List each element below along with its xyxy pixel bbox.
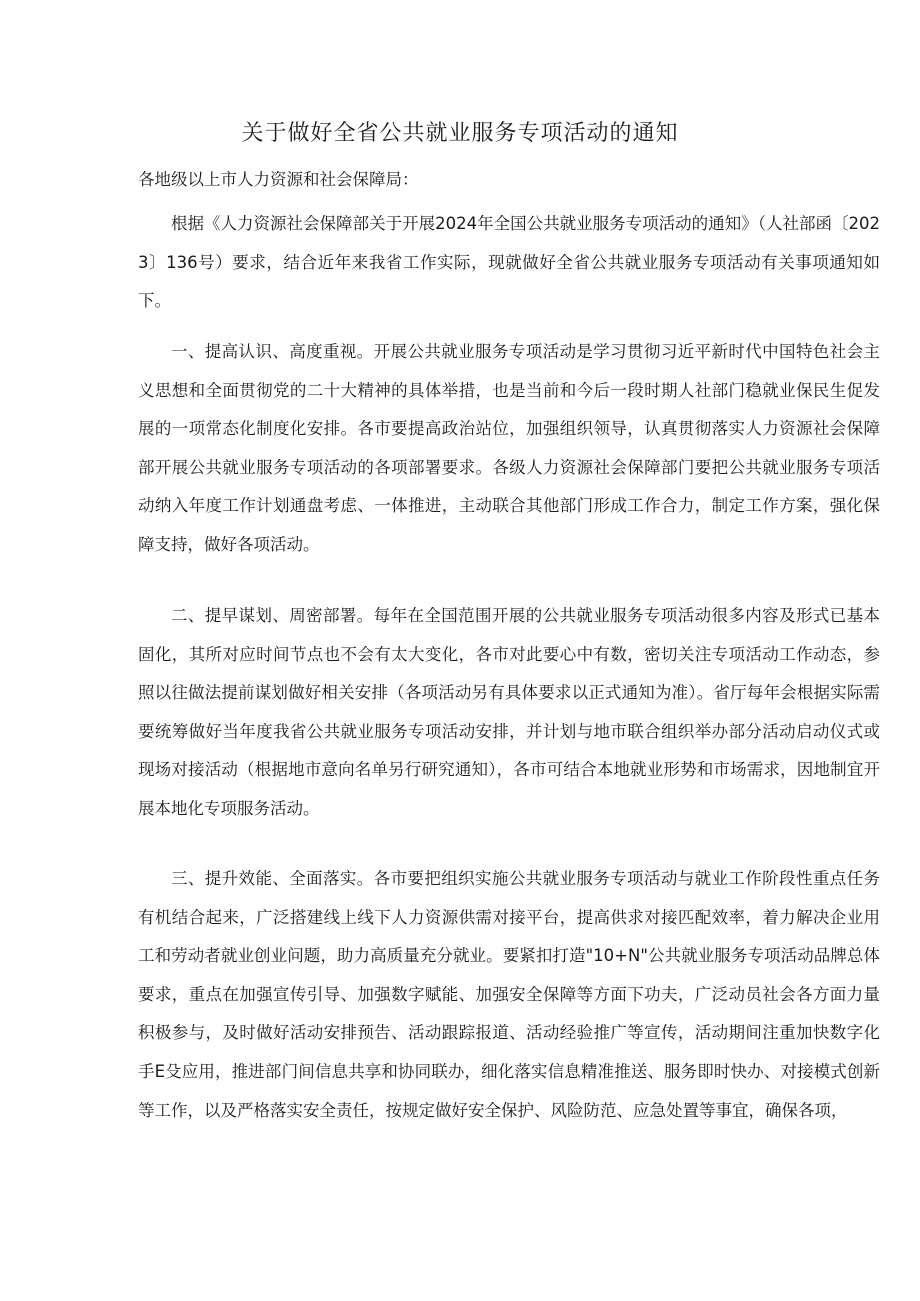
- paragraph-section-one: 一、提高认识、高度重视。开展公共就业服务专项活动是学习贯彻习近平新时代中国特色社会主义思想和全面贯彻党的二十大精神的具体举措，也是当前和今后一段时期人社部门稳就业保民生促发展的一项常态化制度化安排。各市要提高政治站位，加强组织领导，认真贯彻落实人力资源社会保障部开展公共就业服务专项活动的各项部署要求。各级人力资源社会保障部门要把公共就业服务专项活动纳入年度工作计划通盘考虑、一体推进，主动联合其他部门形成工作合力，制定工作方案，强化保障支持，做好各项活动。: [138, 342, 880, 554]
- salutation: 各地级以上市人力资源和社会保障局：: [138, 170, 419, 189]
- document-title: 关于做好全省公共就业服务专项活动的通知: [241, 121, 679, 146]
- paragraph-section-two: 二、提早谋划、周密部署。每年在全国范围开展的公共就业服务专项活动很多内容及形式已基本固化，其所对应时间节点也不会有太大变化，各市对此要心中有数，密切关注专项活动工作动态，参照以往做法提前谋划做好相关安排（各项活动另有具体要求以正式通知为准）。省厅每年会根据实际需要统筹做好当年度我省公共就业服务专项活动安排，并计划与地市联合组织举办部分活动启动仪式或现场对接活动（根据地市意向名单另行研究通知），各市可结合本地就业形势和市场需求，因地制宜开展本地化专项服务活动。: [138, 606, 880, 818]
- paragraph-section-three: 三、提升效能、全面落实。各市要把组织实施公共就业服务专项活动与就业工作阶段性重点任务有机结合起来，广泛搭建线上线下人力资源供需对接平台，提高供求对接匹配效率，着力解决企业用工和劳动者就业创业问题，助力高质量充分就业。要紧扣打造"10+N"公共就业服务专项活动品牌总体要求，重点在加强宣传引导、加强数字赋能、加强安全保障等方面下功夫，广泛动员社会各方面力量积极参与，及时做好活动安排预告、活动跟踪报道、活动经验推广等宣传，活动期间注重加快数字化手E殳应用，推进部门间信息共享和协同联办，细化落实信息精准推送、服务即时快办、对接模式创新等工作，以及严格落实安全责任，按规定做好安全保护、风险防范、应急处置等事宜，确保各项，: [138, 869, 880, 1120]
- paragraph-intro: 根据《人力资源社会保障部关于开展2024年全国公共就业服务专项活动的通知》（人社部函〔2023〕136号）要求，结合近年来我省工作实际，现就做好全省公共就业服务专项活动有关事项通知如下。: [138, 214, 880, 311]
